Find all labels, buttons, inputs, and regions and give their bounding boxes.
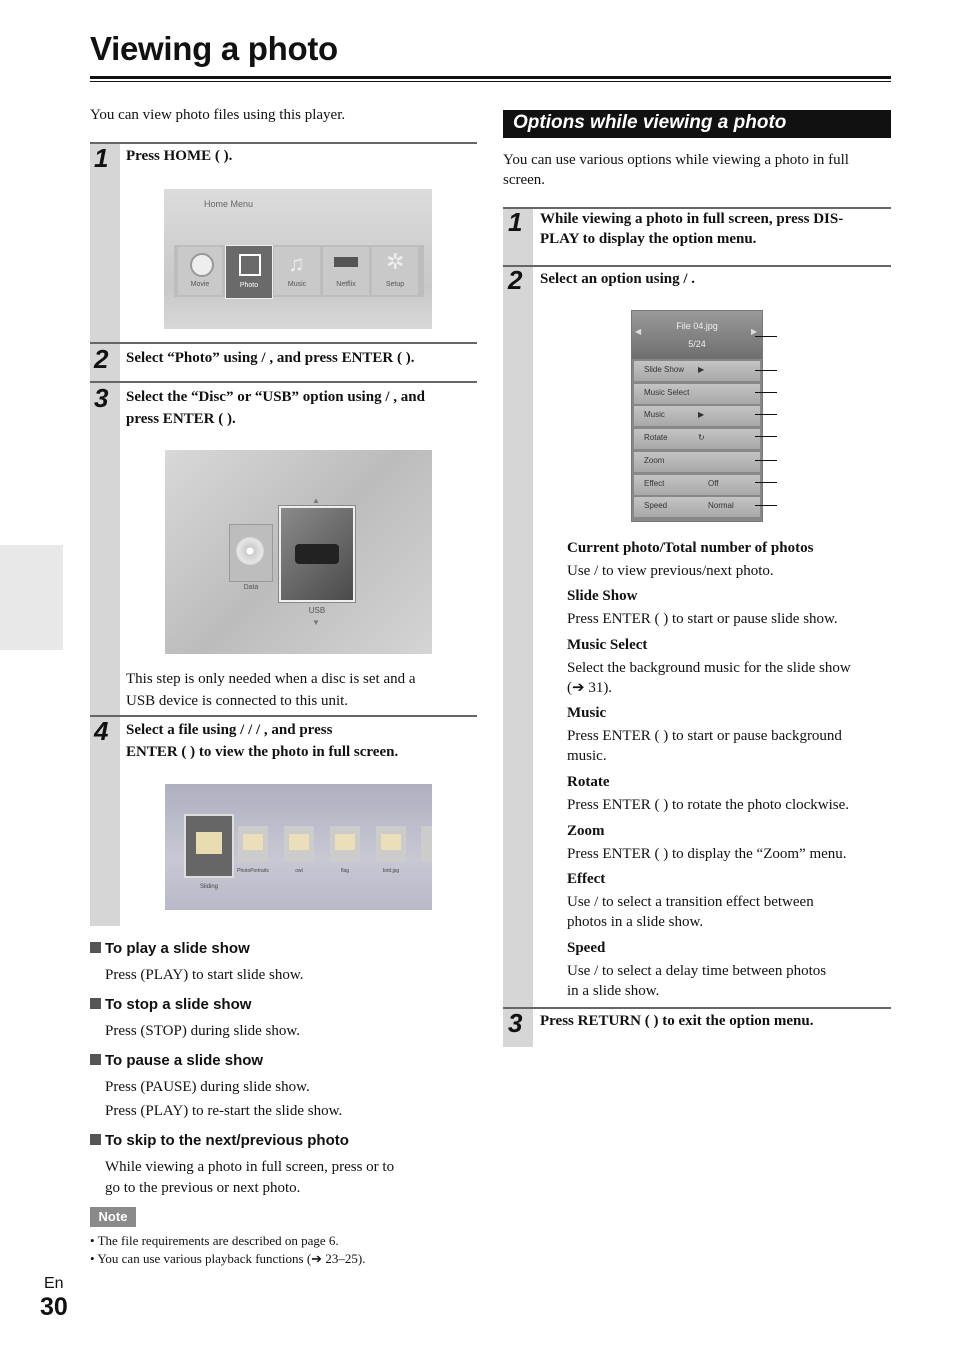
step-1-text — [126, 145, 232, 167]
option-menu-label: Slide Show — [644, 365, 685, 374]
callout-line — [755, 336, 777, 337]
step-bar — [503, 208, 533, 1047]
option-menu-value: ▶ — [698, 365, 705, 374]
file-item — [238, 826, 268, 862]
option-menu-row — [634, 361, 760, 381]
home-item-music: ♫ Music — [274, 247, 320, 295]
option-menu-label: Rotate — [644, 433, 668, 443]
chevron-up-icon: ▲ — [312, 496, 320, 505]
option-description: Press ENTER ( ) to start or pause slide show. — [567, 611, 838, 627]
tip-heading-pause: To pause a slide show — [90, 1052, 263, 1069]
callout-line — [755, 460, 777, 461]
netflix-icon — [334, 257, 358, 267]
tip-text: Press (PAUSE) during slide show. — [105, 1079, 310, 1095]
option-description: Use / to select a delay time between photos — [567, 963, 827, 979]
section-heading-bar — [503, 110, 891, 138]
option-menu-label: Music — [644, 410, 665, 420]
step-divider — [90, 142, 477, 144]
note-badge: Note — [90, 1207, 136, 1227]
page-number: 30 — [40, 1293, 68, 1321]
option-title: Current photo/Total number of photos — [567, 540, 814, 556]
music-note-icon: ♫ — [288, 251, 305, 276]
tip-heading-stop: To stop a slide show — [90, 996, 251, 1013]
option-description: Select the background music for the slide show — [567, 660, 851, 676]
square-bullet-icon — [90, 1054, 101, 1065]
callout-line — [755, 482, 777, 483]
step-4-line1: Select a file using / / / , and press — [126, 722, 333, 738]
option-menu-value: ▶ — [698, 410, 705, 420]
square-bullet-icon — [90, 998, 101, 1009]
step-divider — [503, 265, 891, 267]
step-3-note: This step is only needed when a disc is set and a USB device is connected to this unit. — [126, 671, 416, 709]
file-item — [330, 826, 360, 862]
option-menu-label: Music Select — [644, 387, 690, 397]
arrow-left-icon: ◀ — [635, 327, 642, 336]
gear-icon: ✲ — [386, 249, 405, 274]
step-4-line2: ENTER ( ) to view the photo in full screen. — [126, 744, 399, 760]
page-title: Viewing a photo — [90, 30, 338, 67]
note-list — [90, 1232, 365, 1268]
option-description: in a slide show. — [567, 983, 660, 999]
step-number: 3 — [508, 1008, 523, 1038]
step-number: 2 — [94, 344, 109, 374]
step-3-line1: Select the “Disc” or “USB” option using / , and — [126, 389, 425, 405]
callout-line — [755, 392, 777, 393]
callout-line — [755, 436, 777, 437]
option-menu-value: ↻ — [698, 433, 705, 443]
option-description: Use / to view previous/next photo. — [567, 563, 774, 579]
disc-icon — [236, 537, 264, 565]
options-step-3: Press RETURN ( ) to exit the option menu. — [540, 1013, 814, 1029]
option-menu-screenshot — [631, 310, 763, 522]
step-bar — [90, 143, 120, 926]
step-number: 3 — [94, 383, 109, 413]
file-item-partial — [421, 826, 432, 862]
options-step-2: Select an option using / . — [540, 271, 696, 287]
title-rule-thin — [90, 81, 891, 82]
step-2-text: Select “Photo” using / , and press ENTER ( ). — [126, 350, 415, 366]
file-item — [284, 826, 314, 862]
option-title: Rotate — [567, 774, 610, 790]
option-title: Music Select — [567, 637, 648, 653]
callout-line — [755, 505, 777, 506]
language-label: En — [44, 1275, 64, 1292]
option-description: photos in a slide show. — [567, 914, 704, 930]
step-3-line2: press ENTER ( ). — [126, 411, 236, 427]
home-menu-screenshot — [164, 189, 432, 329]
option-menu-row — [634, 452, 760, 472]
option-description: Press ENTER ( ) to start or pause background — [567, 728, 842, 744]
option-description: (➔ 31). — [567, 680, 613, 696]
home-item-netflix: Netflix — [323, 247, 369, 295]
tip-text: While viewing a photo in full screen, press or to — [105, 1159, 395, 1175]
file-list-screenshot: Sliding PhotoPortraits owl flag bird.jpg — [165, 784, 432, 910]
folder-icon — [335, 834, 355, 850]
step-divider — [90, 715, 477, 717]
option-description: Press ENTER ( ) to rotate the photo clockwise. — [567, 797, 850, 813]
square-bullet-icon — [90, 942, 101, 953]
callout-line — [755, 414, 777, 415]
options-intro: You can use various options while viewing a photo in full screen. — [503, 152, 849, 188]
tip-heading-skip: To skip to the next/previous photo — [90, 1132, 349, 1149]
note-item: • The file requirements are described on page 6. — [90, 1233, 339, 1248]
folder-icon — [289, 834, 309, 850]
step-number: 4 — [94, 716, 109, 746]
step-divider — [90, 381, 477, 383]
option-menu-label: Zoom — [644, 455, 665, 465]
step-number: 1 — [94, 143, 109, 173]
option-menu-row — [634, 384, 760, 404]
step-divider — [90, 342, 477, 344]
tip-text: Press (PLAY) to re-start the slide show. — [105, 1103, 343, 1119]
home-item-setup: ✲ Setup — [372, 247, 418, 295]
tip-text: Press (PLAY) to start slide show. — [105, 967, 304, 983]
disc-usb-screenshot: Data USB ▲ ▼ — [165, 450, 432, 654]
option-menu-header: File 04.jpg 5/24 ◀ ▶ — [632, 311, 762, 359]
usb-option — [279, 506, 355, 602]
title-rule — [90, 76, 891, 79]
section-heading: Options while viewing a photo — [513, 112, 787, 133]
tip-text: Press (STOP) during slide show. — [105, 1023, 301, 1039]
home-item-movie: Movie — [178, 247, 222, 295]
option-title: Music — [567, 705, 607, 721]
film-reel-icon — [190, 253, 214, 277]
folder-icon — [196, 832, 222, 854]
disc-option — [229, 524, 273, 582]
photo-icon — [239, 254, 261, 276]
tip-heading-play: To play a slide show — [90, 940, 250, 957]
option-menu-value: Off — [708, 478, 719, 488]
option-menu-row — [634, 429, 760, 449]
step-1-line: Press HOME ( ). — [126, 148, 233, 164]
option-description: Press ENTER ( ) to display the “Zoom” menu. — [567, 846, 847, 862]
home-item-photo: Photo — [225, 245, 273, 299]
option-title: Slide Show — [567, 588, 638, 604]
note-item: • You can use various playback functions (➔ 23–25). — [90, 1251, 366, 1266]
side-tab — [0, 545, 63, 650]
option-menu-row — [634, 497, 760, 517]
option-menu-label: Effect — [644, 478, 665, 488]
option-title: Zoom — [567, 823, 605, 839]
file-item-selected — [184, 814, 234, 878]
option-menu-row — [634, 475, 760, 495]
step-divider — [503, 1007, 891, 1009]
chevron-down-icon: ▼ — [312, 618, 320, 627]
tip-text: go to the previous or next photo. — [105, 1180, 301, 1196]
usb-icon — [295, 544, 339, 564]
option-title: Effect — [567, 871, 606, 887]
options-step-1: While viewing a photo in full screen, press DIS- PLAY to display the option menu. — [540, 211, 844, 247]
folder-icon — [381, 834, 401, 850]
folder-icon — [243, 834, 263, 850]
file-item — [376, 826, 406, 862]
option-description: music. — [567, 748, 607, 764]
home-menu-title: Home Menu — [204, 199, 254, 209]
callout-line — [755, 370, 777, 371]
square-bullet-icon — [90, 1134, 101, 1145]
step-number: 1 — [508, 207, 523, 237]
option-menu-value: Normal — [708, 501, 734, 511]
intro-text: You can view photo files using this player. — [90, 107, 346, 123]
arrow-right-icon: ▶ — [751, 327, 758, 336]
option-menu-label: Speed — [644, 501, 668, 511]
step-number: 2 — [508, 265, 523, 295]
option-menu-row — [634, 406, 760, 426]
option-title: Speed — [567, 940, 606, 956]
option-description: Use / to select a transition effect between — [567, 894, 814, 910]
